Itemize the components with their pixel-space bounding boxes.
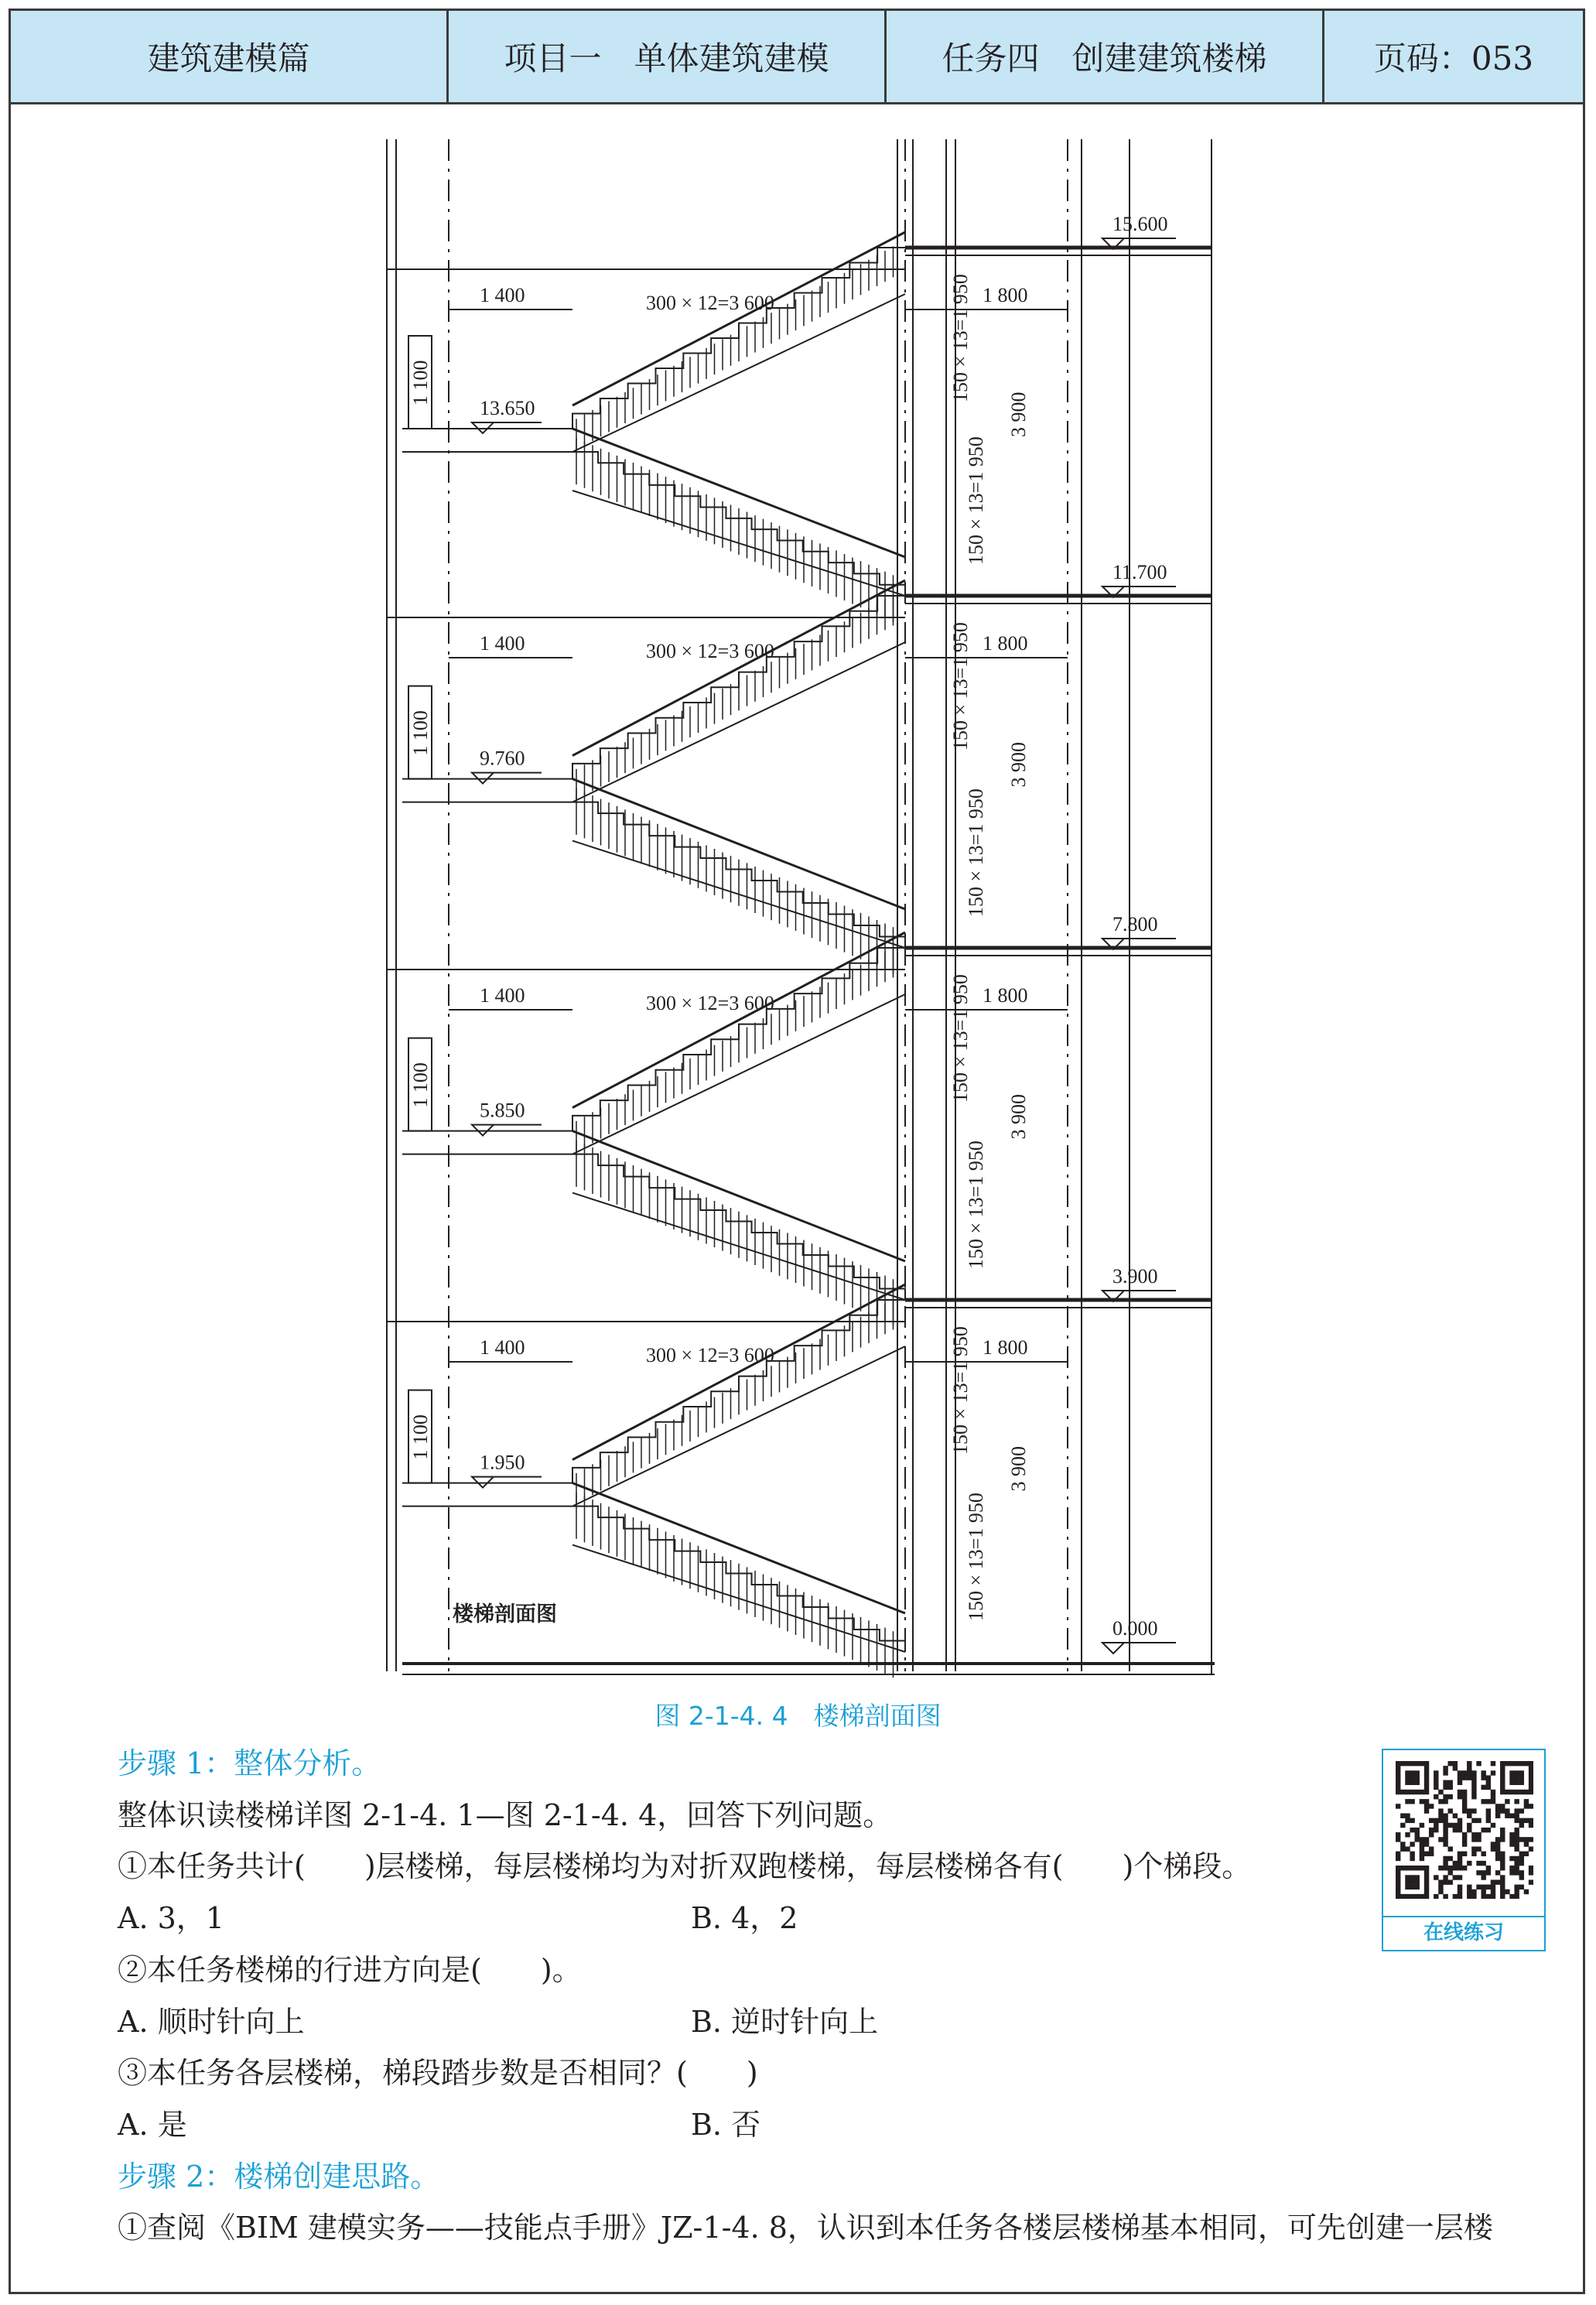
stair-section-drawing bbox=[371, 124, 1222, 1679]
rail-height-dim: 1 100 bbox=[409, 710, 432, 756]
landing-elevation: 1.950 bbox=[480, 1451, 525, 1474]
question-3-option-b: B. 否 bbox=[691, 2108, 761, 2142]
flight-height-dim-upper: 150 × 13=1 950 bbox=[949, 622, 972, 751]
figure-caption: 图 2-1-4. 4 楼梯剖面图 bbox=[654, 1701, 942, 1731]
landing-elevation: 5.850 bbox=[480, 1099, 525, 1122]
corridor-width-dim: 1 800 bbox=[983, 632, 1028, 655]
rail-height-dim: 1 100 bbox=[409, 1062, 432, 1108]
drawing-frame-lines bbox=[387, 139, 1215, 1674]
floor-elevation: 11.700 bbox=[1112, 561, 1167, 583]
floor-elevation: 15.600 bbox=[1112, 213, 1168, 235]
rail-height-dim: 1 100 bbox=[409, 1414, 432, 1460]
landing-width-dim: 1 400 bbox=[480, 984, 525, 1007]
floor-elevation: 7.800 bbox=[1112, 913, 1158, 935]
question-3-option-a: A. 是 bbox=[118, 2108, 187, 2142]
stair-storey bbox=[387, 580, 1212, 973]
flight-height-dim-lower: 150 × 13=1 950 bbox=[965, 788, 987, 917]
question-1: ①本任务共计( )层楼梯，每层楼梯均为对折双跑楼梯，每层楼梯各有( )个梯段。 bbox=[118, 1849, 1252, 1883]
landing-width-dim: 1 400 bbox=[480, 1336, 525, 1359]
question-2-option-b: B. 逆时针向上 bbox=[691, 2005, 879, 2039]
rail-height-dim: 1 100 bbox=[409, 360, 432, 405]
question-1-option-b: B. 4，2 bbox=[691, 1901, 798, 1935]
landing-width-dim: 1 400 bbox=[480, 632, 525, 655]
flight-height-dim-lower: 150 × 13=1 950 bbox=[965, 1493, 987, 1621]
floor-height-dim: 3 900 bbox=[1007, 392, 1030, 437]
flight-height-dim-upper: 150 × 13=1 950 bbox=[949, 274, 972, 402]
landing-elevation: 9.760 bbox=[480, 747, 525, 770]
qr-label: 在线练习 bbox=[1383, 1916, 1544, 1950]
header-project: 项目一 单体建筑建模 bbox=[449, 11, 887, 102]
floor-elevation: 3.900 bbox=[1112, 1265, 1158, 1288]
page-header bbox=[9, 9, 1585, 104]
floor-height-dim: 3 900 bbox=[1007, 1094, 1030, 1140]
header-section: 建筑建模篇 bbox=[11, 11, 449, 102]
stair-storey bbox=[387, 932, 1212, 1325]
tread-dim: 300 × 12=3 600 bbox=[646, 992, 774, 1014]
question-2: ②本任务楼梯的行进方向是( )。 bbox=[118, 1953, 582, 1987]
landing-width-dim: 1 400 bbox=[480, 284, 525, 306]
qr-code-icon bbox=[1396, 1761, 1533, 1899]
question-3: ③本任务各层楼梯，梯段踏步数是否相同？( ) bbox=[118, 2056, 758, 2090]
floor-elevation: 0.000 bbox=[1112, 1617, 1158, 1640]
step2-heading: 步骤 2：楼梯创建思路。 bbox=[118, 2160, 440, 2194]
tread-dim: 300 × 12=3 600 bbox=[646, 1344, 774, 1366]
floor-height-dim: 3 900 bbox=[1007, 1446, 1030, 1492]
floor-elevation-marker bbox=[1102, 1643, 1176, 1654]
flight-height-dim-lower: 150 × 13=1 950 bbox=[965, 436, 987, 565]
flight-height-dim-upper: 150 × 13=1 950 bbox=[949, 1326, 972, 1455]
intro-text: 整体识读楼梯详图 2-1-4. 1—图 2-1-4. 4，回答下列问题。 bbox=[118, 1798, 893, 1832]
stair-storeys bbox=[387, 213, 1212, 1677]
floor-height-dim: 3 900 bbox=[1007, 742, 1030, 788]
flight-height-dim-upper: 150 × 13=1 950 bbox=[949, 974, 972, 1103]
landing-elevation: 13.650 bbox=[480, 397, 535, 419]
flight-height-dim-lower: 150 × 13=1 950 bbox=[965, 1141, 987, 1269]
header-page-number: 页码：053 bbox=[1373, 39, 1534, 77]
question-1-option-a: A. 3，1 bbox=[118, 1901, 224, 1935]
tread-dim: 300 × 12=3 600 bbox=[646, 640, 774, 662]
question-2-option-a: A. 顺时针向上 bbox=[118, 2005, 305, 2039]
header-task: 任务四 创建建筑楼梯 bbox=[887, 11, 1324, 102]
corridor-width-dim: 1 800 bbox=[983, 284, 1028, 306]
corridor-width-dim: 1 800 bbox=[983, 1336, 1028, 1359]
stair-storey bbox=[387, 232, 1212, 621]
drawing-title: 楼梯剖面图 bbox=[453, 1602, 557, 1626]
corridor-width-dim: 1 800 bbox=[983, 984, 1028, 1007]
tread-dim: 300 × 12=3 600 bbox=[646, 292, 774, 314]
step1-heading: 步骤 1：整体分析。 bbox=[118, 1746, 381, 1780]
paragraph-1: ①查阅《BIM 建模实务——技能点手册》JZ-1-4. 8，认识到本任务各楼层楼梯基本相同，可先创建一层楼 bbox=[118, 2211, 1493, 2245]
qr-code-box[interactable] bbox=[1382, 1749, 1546, 1951]
